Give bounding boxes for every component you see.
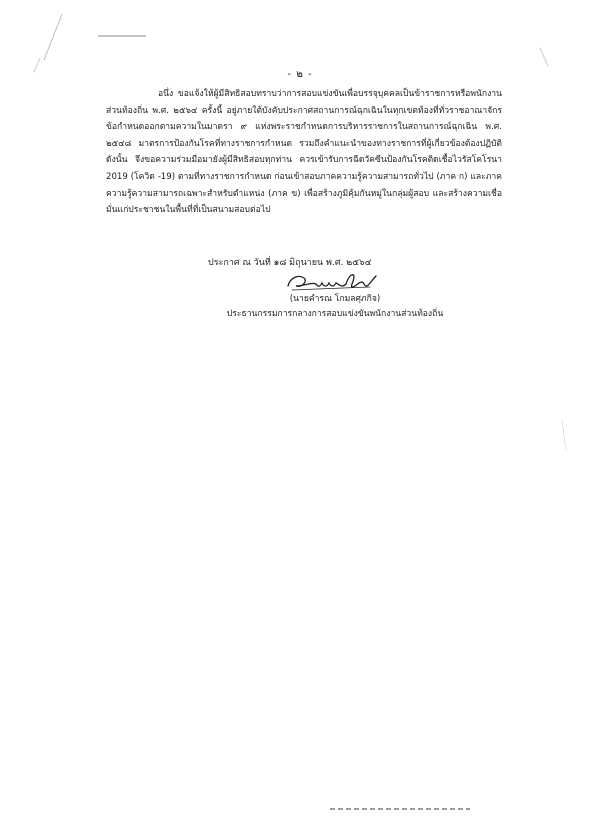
scan-line-top-left <box>44 14 62 60</box>
body-text <box>106 86 502 219</box>
signature-image <box>282 262 382 296</box>
scan-mark-top-right <box>540 48 548 66</box>
scan-mark-right <box>562 420 566 450</box>
scan-line-top-left-2 <box>34 58 40 72</box>
signer-name: (นายคำรณ โกมลศุภกิจ) <box>289 294 381 304</box>
signer-title: ประธานกรรมการกลางการสอบแข่งขันพนักงานส่วนท้องถิ่น <box>226 309 444 319</box>
page-number: - ๒ - <box>287 69 313 80</box>
announcement-date: ประกาศ ณ วันที่ ๑๘ มิถุนายน พ.ศ. ๒๕๖๔ <box>208 258 372 268</box>
body-paragraph: อนึ่ง ขอแจ้งให้ผู้มีสิทธิสอบทราบว่าการสอบแข่งขันเพื่อบรรจุบุคคลเป็นข้าราชการหรือพนักงานส่วนท้องถิ่น พ.ศ. ๒๕๖๔ ครั้งนี้ อยู่ภายใต้บังคับประกาศสถานการณ์ฉุกเฉินในทุกเขตท้องที่ทั่วราชอาณาจักร ข้อกำหนดออกตามความในมาตรา ๙ แห่งพระราชกำหนดการบริหารราชการในสถานการณ์ฉุกเฉิน พ.ศ. ๒๕๔๘ มาตรการป้องกันโรคที่ทางราชการกำหนด รวมถึงคำแนะนำของทางราชการที่ผู้เกี่ยวข้องต้องปฏิบัติ ดังนั้น จึงขอความร่วมมือมายังผู้มีสิทธิสอบทุกท่าน ควรเข้ารับการฉีดวัคซีนป้องกันโรคติดเชื้อไวรัสโคโรนา 2019 (โควิด -19) ตามที่ทางราชการกำหนด ก่อนเข้าสอบภาคความรู้ความสามารถทั่วไป (ภาค ก) และภาคความรู้ความสามารถเฉพาะสำหรับตำแหน่ง (ภาค ข) เพื่อสร้างภูมิคุ้มกันหมู่ในกลุ่มผู้สอบ และสร้างความเชื่อมั่นแก่ประชาชนในพื้นที่ที่เป็นสนามสอบต่อไป <box>106 89 502 216</box>
